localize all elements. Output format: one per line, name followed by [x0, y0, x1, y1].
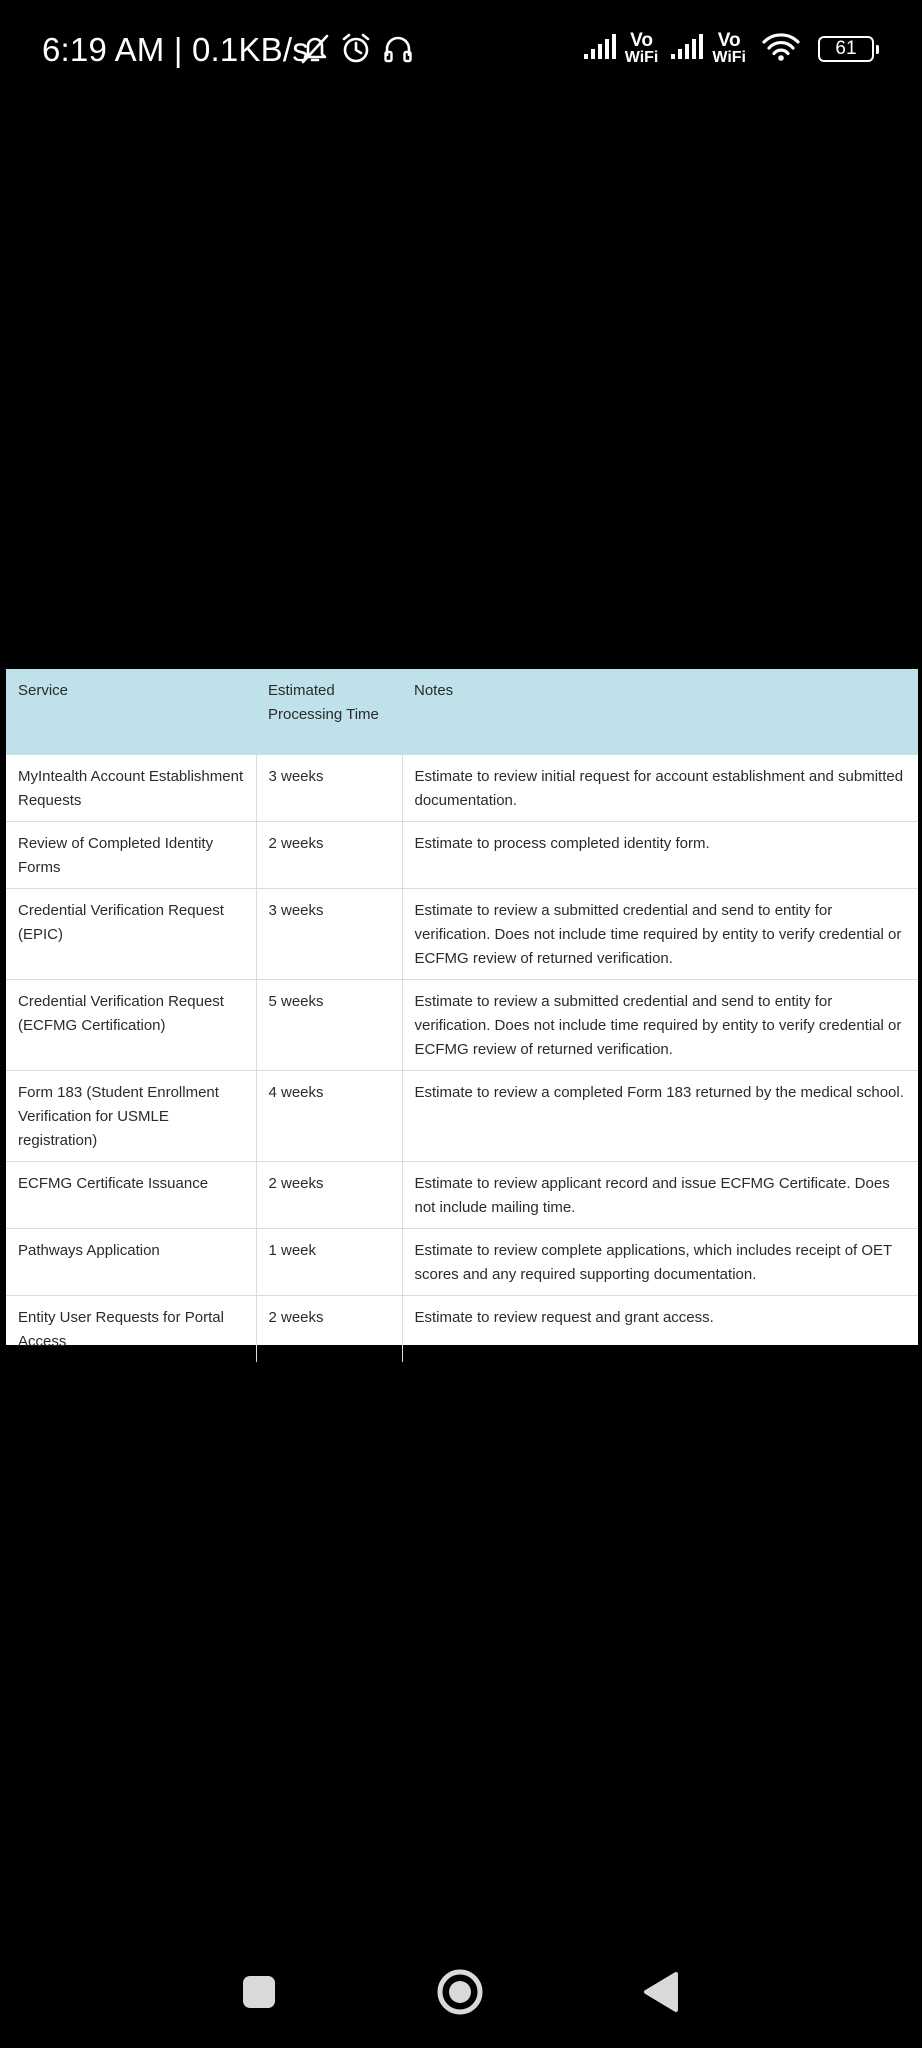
status-right-icons: [583, 26, 874, 72]
service-cell: Review of Completed Identity Forms: [6, 822, 256, 889]
table-row: [6, 1296, 918, 1363]
notes-cell: Estimate to review complete applications, which includes receipt of OET scores and any required supporting documentation.: [402, 1229, 918, 1296]
service-cell: Credential Verification Request (EPIC): [6, 889, 256, 980]
table-body: [6, 755, 918, 1362]
back-button[interactable]: [630, 1964, 690, 2024]
table-row: [6, 889, 918, 980]
header-notes: Notes: [402, 669, 918, 755]
notes-cell: Estimate to review a completed Form 183 returned by the medical school.: [402, 1071, 918, 1162]
recents-square-icon: [241, 1974, 277, 2014]
time-cell: 2 weeks: [256, 822, 402, 889]
vowifi-indicator-2: [712, 32, 746, 66]
wifi-label: WiFi: [624, 49, 659, 66]
notes-cell: Estimate to review initial request for account establishment and submitted documentation.: [402, 755, 918, 822]
table-row: [6, 1229, 918, 1296]
service-cell: Credential Verification Request (ECFMG Certification): [6, 980, 256, 1071]
home-circle-icon: [435, 1967, 485, 2021]
signal-icon: [583, 34, 619, 64]
alarm-icon: [340, 32, 372, 68]
header-estimated-processing-time: Estimated Processing Time: [256, 669, 402, 755]
wifi-label: WiFi: [712, 49, 746, 66]
status-time-network-speed: 6:19 AM | 0.1KB/s: [42, 31, 309, 68]
mute-bell-icon: [300, 32, 330, 68]
headphones-icon: [382, 32, 414, 68]
table-row: [6, 755, 918, 822]
back-triangle-icon: [640, 1970, 680, 2018]
service-cell: MyIntealth Account Establishment Requests: [6, 755, 256, 822]
recents-button[interactable]: [229, 1964, 289, 2024]
navigation-bar: [0, 1940, 922, 2048]
notes-cell: Estimate to review a submitted credential and send to entity for verification. Does not include time required by entity to verify credential or ECFMG review of returned verification.: [402, 980, 918, 1071]
vo-label: Vo: [717, 30, 741, 51]
signal-icon: [670, 34, 706, 64]
vo-label: Vo: [630, 30, 653, 51]
service-cell: Form 183 (Student Enrollment Verification for USMLE registration): [6, 1071, 256, 1162]
table-row: [6, 1071, 918, 1162]
table-header-row: [6, 669, 918, 755]
wifi-icon: [762, 32, 800, 66]
header-service: Service: [6, 669, 256, 755]
notes-cell: Estimate to process completed identity form.: [402, 822, 918, 889]
time-cell: 5 weeks: [256, 980, 402, 1071]
notes-cell: Estimate to review request and grant access.: [414, 1309, 714, 1326]
battery-icon: 61: [818, 36, 874, 62]
service-cell: Entity User Requests for Portal Access: [6, 1296, 256, 1363]
table-row: [6, 822, 918, 889]
status-bar: [0, 0, 922, 100]
service-cell: Pathways Application: [6, 1229, 256, 1296]
time-cell: 4 weeks: [256, 1071, 402, 1162]
processing-times-table-image: [6, 669, 918, 1350]
status-left-icons: [300, 30, 414, 70]
home-button[interactable]: [430, 1964, 490, 2024]
notes-cell: Estimate to review applicant record and issue ECFMG Certificate. Does not include mailing time.: [402, 1162, 918, 1229]
time-cell: 3 weeks: [256, 889, 402, 980]
processing-times-table: [6, 669, 918, 1362]
time-cell: 3 weeks: [256, 755, 402, 822]
vowifi-indicator-1: [625, 32, 659, 66]
time-cell: 1 week: [256, 1229, 402, 1296]
time-cell: 2 weeks: [256, 1296, 402, 1363]
table-row: [6, 1162, 918, 1229]
service-cell: ECFMG Certificate Issuance: [6, 1162, 256, 1229]
time-cell: 2 weeks: [256, 1162, 402, 1229]
table-row: [6, 980, 918, 1071]
notes-cell: Estimate to review a submitted credential and send to entity for verification. Does not include time required by entity to verify credential or ECFMG review of returned verification.: [402, 889, 918, 980]
